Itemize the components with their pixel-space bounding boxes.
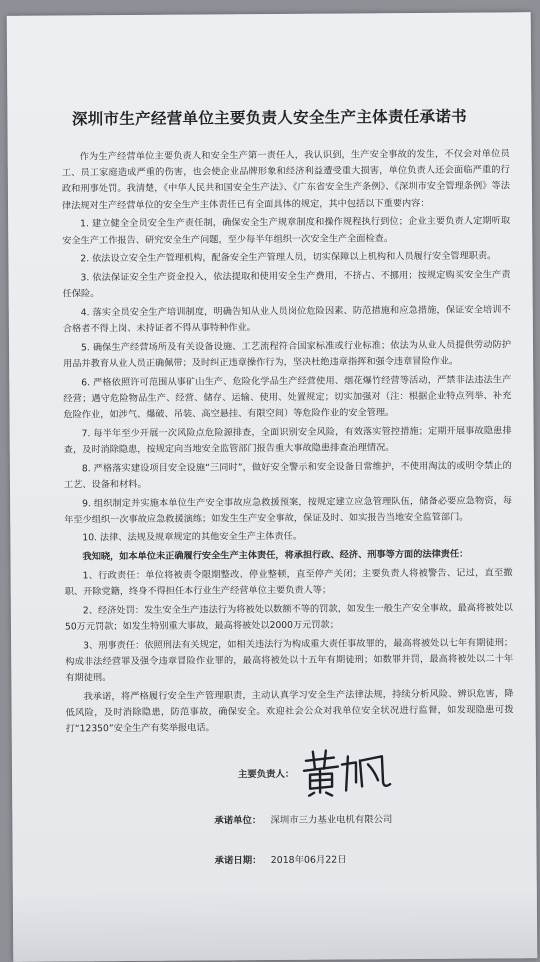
document-paragraph: 7. 每半年至少开展一次风险点危险源排查，全面识别安全风险，有效落实管控措施；定期开展事故隐患排查，及时消除隐患，按规定向当地安全监管部门报告重大事故隐患排查治理情况。: [63, 425, 512, 456]
document-page: [7, 12, 538, 962]
document-paragraph: 我知晓，如本单位未正确履行安全生产主体责任，将承担行政、经济、刑事等方面的法律责任：: [82, 548, 469, 563]
document-paragraph: 我承诺，将严格履行安全生产管理职责，主动认真学习安全生产法律法规，持续分析风险、辨识危害，降低风险，及时消除隐患，防范事故，确保安全。欢迎社会公众对我单位安全状况进行监督，如发现隐患可拨打“12350”安全生产有奖举报电话。: [65, 688, 514, 735]
document-paragraph: 3、刑事责任：依照刑法有关规定，如相关违法行为构成重大责任事故罪的，最高将被处以七年有期徒刑；构成非法经营罪及强令违章冒险作业罪的，最高将被处以十五年有期徒刑；如数罪并罚，最高将被处以二十年有期徒刑。: [65, 637, 514, 684]
date-label: 承诺日期：: [214, 855, 262, 867]
document-paragraph: 2. 依法设立安全生产管理机构，配备安全生产管理人员，切实保障以上机构和人员履行安全管理职责。: [80, 250, 497, 265]
signatory-label: 主要负责人：: [237, 768, 295, 781]
document-paragraph: 1、行政责任：单位将被责令限期整改、停业整顿，直至停产关闭；主要负责人将被警告、记过，直至撤职、开除党籍，终身不得担任本行业生产经营单位主要负责人等；: [64, 567, 513, 598]
document-title: 深圳市生产经营单位主要负责人安全生产主体责任承诺书: [71, 107, 467, 129]
document-body: [62, 146, 514, 740]
document-paragraph: 4. 落实全员安全生产培训制度，明确告知从业人员岗位危险因素、防范措施和应急措施，保证安全培训不合格者不得上岗、未持证者不得从事特种作业。: [62, 304, 511, 335]
document-paragraph: 9. 组织制定并实施本单位生产安全事故应急救援预案，按规定建立应急管理队伍，储备必要应急物资，每年至少组织一次事故应急救援演练；如发生生产安全事故，保证及时、如实报告当地安全监管部门。: [64, 494, 513, 526]
handwritten-signature: [298, 746, 394, 797]
photo-shadow: [13, 888, 537, 962]
unit-value: 深圳市三力基业电机有限公司: [270, 814, 393, 827]
date-row: [215, 851, 347, 866]
document-paragraph: 10. 法律、法规及规章规定的其他安全生产主体责任。: [82, 531, 303, 544]
document-paragraph: 2、经济处罚：发生安全生产违法行为将被处以数额不等的罚款，如发生一般生产安全事故，最高将被处以50万元罚款；如发生特别重大事故，最高将被处以2000万元罚款；: [64, 602, 513, 633]
date-value: 2018年06月22日: [270, 854, 347, 867]
document-paragraph: 6. 严格依照许可范围从事矿山生产、危险化学品生产经营使用、烟花爆竹经营等活动，严禁非法违法生产经营；遇守危险物品生产、经营、储存、运输、使用、处置规定；切实加强对（注：根据企业特点列举、补充危险作业，如涉气、爆破、吊装、高空悬挂、有限空间）等危险作业的安全管理。: [63, 373, 512, 421]
document-paragraph: 作为生产经营单位主要负责人和安全生产第一责任人，我认识到，生产安全事故的发生，不仅会对单位员工、员工家庭造成严重的伤害，也会使企业品牌形象和经济利益遭受重大损害，单位负责人还会面临严重的行政和刑事处罚。我清楚，《中华人民共和国安全生产法》、《广东省安全生产条例》、《深圳市安全管理条例》等法律法规对生产经营单位的安全生产主体责任已有全面具体的规定，其中包括以下重要内容：: [61, 148, 510, 212]
unit-row: [214, 811, 392, 826]
document-paragraph: 8. 严格落实建设项目安全设施“三同时”，做好安全警示和安全设备日常维护，不使用淘汰的或明令禁止的工艺、设备和材料。: [63, 459, 512, 491]
unit-label: 承诺单位：: [214, 815, 262, 827]
document-paragraph: 5. 确保生产经营场所及有关设备设施、工艺流程符合国家标准或行业标准；依法为从业人员提供劳动防护用品并教育从业人员正确佩带；及时纠正违章操作行为，坚决杜绝违章指挥和强令违章冒险作业。: [63, 339, 512, 370]
document-paragraph: 3. 依法保证安全生产资金投入，依法提取和使用安全生产费用，不挤占、不挪用；按规定购买安全生产责任保险。: [62, 269, 511, 300]
document-paragraph: 1. 建立健全全员安全生产责任制，确保安全生产规章制度和操作规程执行到位；企业主要负责人定期听取安全生产工作报告、研究安全生产问题，至少每半年组织一次安全生产全面检查。: [62, 215, 511, 246]
